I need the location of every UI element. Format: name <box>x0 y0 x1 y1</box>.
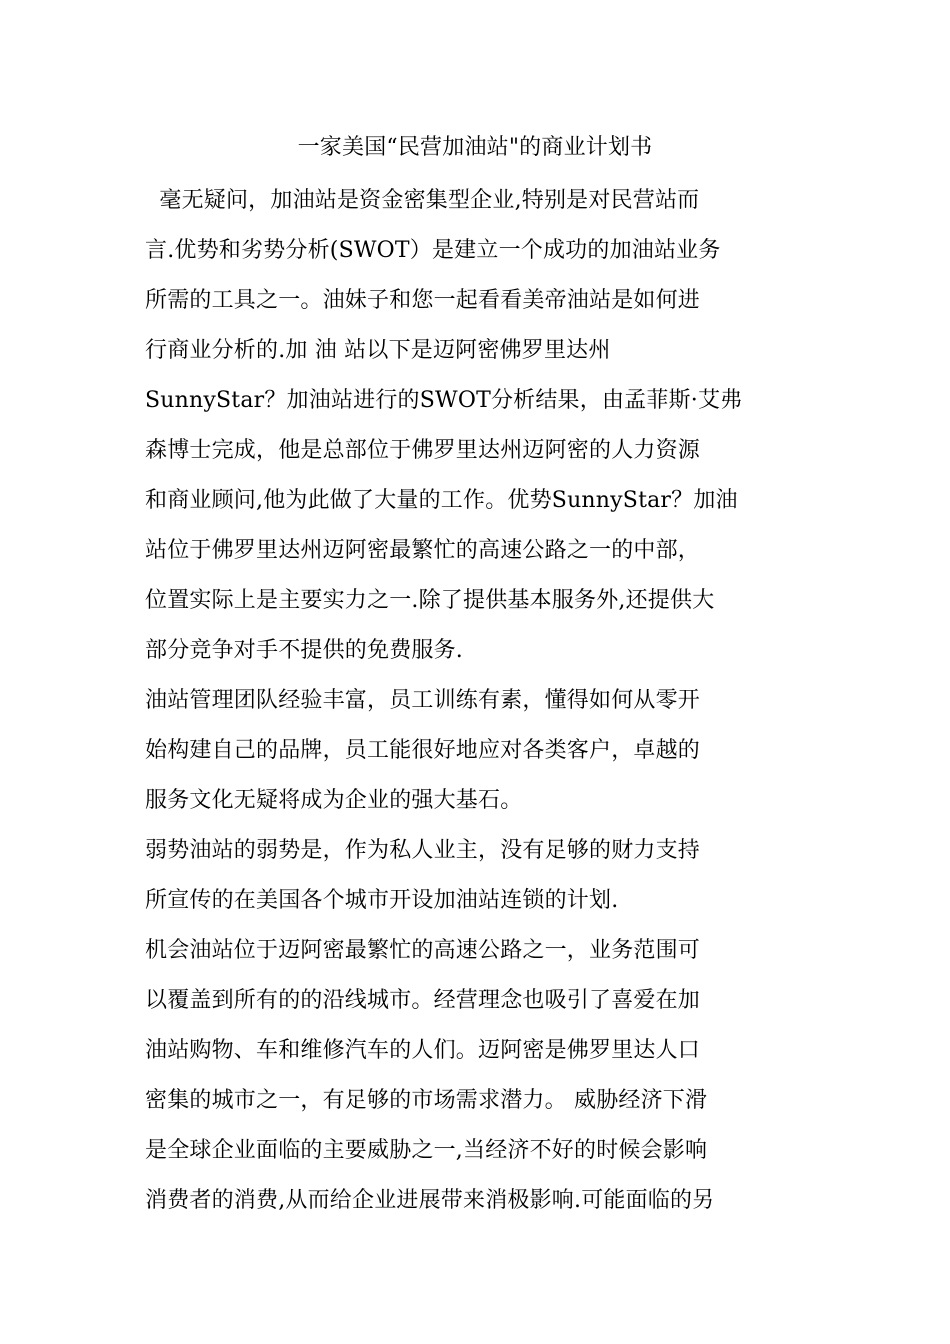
text-line: 位置实际上是主要实力之一.除了提供基本服务外,还提供大 <box>145 588 715 613</box>
document-title: 一家美国“民营加油站"的商业计划书 <box>297 135 653 160</box>
text-line: 油站购物、车和维修汽车的人们。迈阿密是佛罗里达人口 <box>145 1038 701 1063</box>
text-line: 和商业顾问,他为此做了大量的工作。优势SunnyStar？加油 <box>145 488 738 513</box>
text-line: 森博士完成，他是总部位于佛罗里达州迈阿密的人力资源 <box>145 438 701 463</box>
text-line: 所宣传的在美国各个城市开设加油站连锁的计划. <box>145 888 619 913</box>
text-line: 油站管理团队经验丰富，员工训练有素，懂得如何从零开 <box>145 688 701 713</box>
text-line: 消费者的消费,从而给企业进展带来消极影响.可能面临的另 <box>145 1188 715 1213</box>
text-line: 服务文化无疑将成为企业的强大基石。 <box>145 788 523 813</box>
text-line: 弱势油站的弱势是，作为私人业主，没有足够的财力支持 <box>145 838 701 863</box>
text-line: 毫无疑问，加油站是资金密集型企业,特别是对民营站而 <box>145 188 700 213</box>
text-line: 言.优势和劣势分析(SWOT）是建立一个成功的加油站业务 <box>145 238 721 263</box>
text-line: 所需的工具之一。油妹子和您一起看看美帝油站是如何进 <box>145 288 701 313</box>
text-line: 密集的城市之一，有足够的市场需求潜力。 威胁经济下滑 <box>145 1088 708 1113</box>
text-line: 部分竞争对手不提供的免费服务. <box>145 638 463 663</box>
text-line: SunnyStar？加油站进行的SWOT分析结果，由孟菲斯·艾弗 <box>145 388 743 413</box>
document-body <box>145 176 810 1226</box>
text-line: 是全球企业面临的主要威胁之一,当经济不好的时候会影响 <box>145 1138 708 1163</box>
text-line: 站位于佛罗里达州迈阿密最繁忙的高速公路之一的中部， <box>145 538 701 563</box>
text-line: 行商业分析的.加 油 站以下是迈阿密佛罗里达州 <box>145 338 611 363</box>
text-line: 以覆盖到所有的的沿线城市。经营理念也吸引了喜爱在加 <box>145 988 701 1013</box>
text-line: 机会油站位于迈阿密最繁忙的高速公路之一，业务范围可 <box>145 938 701 963</box>
text-line: 始构建自己的品牌，员工能很好地应对各类客户，卓越的 <box>145 738 701 763</box>
